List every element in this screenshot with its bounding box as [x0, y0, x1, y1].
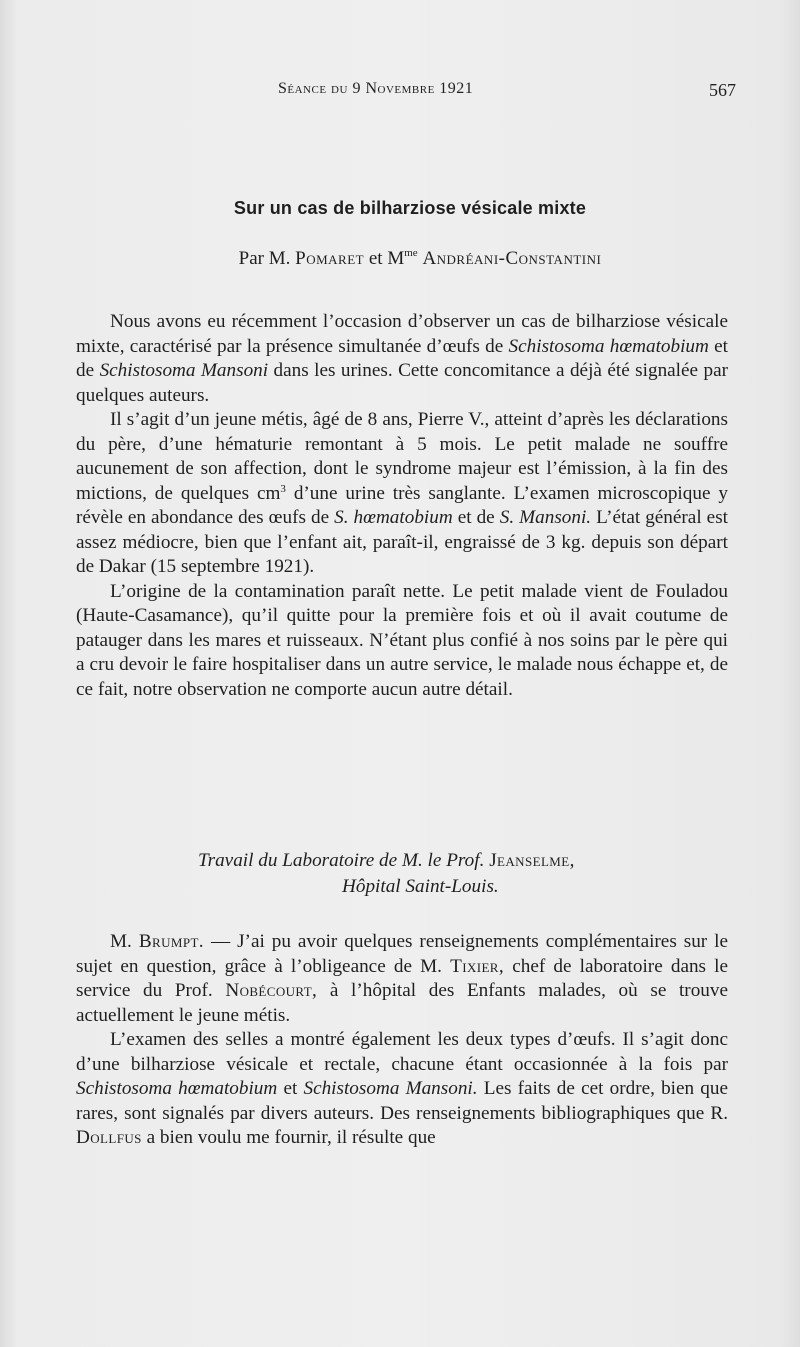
speaker-brumpt: Brumpt. [138, 931, 204, 952]
author-andreani-constantini: Andréani-Constantini [422, 248, 602, 269]
species-schistosoma-haematobium: Schistosoma hœmatobium [508, 335, 709, 357]
species-s-haematobium: S. hœmatobium [334, 507, 453, 528]
p5-text-b: et [277, 1078, 304, 1099]
author-pomaret: Pomaret [295, 248, 365, 269]
paragraph-1 [76, 310, 728, 408]
p1-text-b: et de [76, 335, 728, 381]
p2-superscript: 3 [280, 482, 286, 495]
p2-text-a: Il s’agit d’un jeune métis, âgé de 8 ans, Pierre V., atteint d’après les déclarations du père, d’une hématurie remontant à 5 mois. Le petit malade ne souffre aucunement de son affection, dont le syndrome majeur est l’émission, à la fin des mictions, de quelques cm [76, 409, 728, 504]
p5-text-a: L’examen des selles a montré également les deux types d’œufs. Il s’agit donc d’une bilharziose vésicale et rectale, chacune étant occasionnée à la fois par [76, 1029, 728, 1075]
p4-text-b: — J’ai pu avoir quelques renseignements complémentaires sur le sujet en question, grâce à l’obligeance de M. [76, 931, 728, 977]
name-nobecourt: Nobécourt, [225, 980, 318, 1001]
paragraph-4 [76, 930, 728, 1028]
running-head [78, 80, 738, 106]
p5-text-d: a bien voulu me fournir, il résulte que [141, 1127, 436, 1148]
running-title: Séance du 9 Novembre 1921 [278, 80, 474, 97]
p1-text-a: Nous avons eu récemment l’occasion d’observer un cas de bilharziose vésicale mixte, caractérisé par la présence simultanée d’œufs de [76, 311, 728, 357]
affiliation-line-1 [198, 848, 575, 873]
author2-title-sup: me [404, 247, 418, 259]
species-schistosoma-mansoni-2: Schistosoma Mansoni. [303, 1078, 478, 1099]
p2-text-b: d’une urine très sanglante. L’examen microscopique y révèle en abondance des œufs de [76, 482, 728, 528]
paragraph-2 [76, 408, 728, 580]
affiliation-line-2: Hôpital Saint-Louis. [342, 876, 499, 897]
article-body [76, 310, 728, 702]
p4-text-c: chef de laboratoire dans le service du Prof. [76, 955, 728, 1001]
name-dollfus: Dollfus [76, 1127, 142, 1148]
affiliation-professor: Jeanselme, [489, 850, 575, 871]
species-s-mansoni: S. Mansoni. [499, 507, 592, 528]
page-number: 567 [709, 80, 736, 100]
p4-text-a: M. [110, 931, 139, 952]
p2-text-d: L’état général est assez médiocre, bien que l’enfant ait, paraît-il, engraissé de 3 kg. depuis son départ de Dakar (15 septembre 1921). [76, 507, 728, 577]
author2-title: M [387, 248, 405, 269]
p1-text-c: dans les urines. Cette concomitance a déjà été signalée par quelques auteurs. [76, 360, 728, 406]
byline [0, 248, 800, 270]
p5-text-c: Les faits de cet ordre, bien que rares, sont signalés par divers auteurs. Des renseignements bibliographiques que R. [76, 1078, 729, 1124]
article-title: Sur un cas de bilharziose vésicale mixte [233, 198, 587, 218]
p2-text-c: et de [452, 507, 500, 528]
name-tixier: Tixier, [450, 955, 505, 977]
byline-and: et [368, 248, 383, 269]
p4-text-d: à l’hôpital des Enfants malades, où se trouve actuellement le jeune métis. [76, 980, 728, 1026]
paragraph-3: L’origine de la contamination paraît nette. Le petit malade vient de Fouladou (Haute-Casamance), qu’il quitte pour la première fois et où il avait coutume de patauger dans les mares et ruisseaux. N’étant plus confié à nos soins par le père qui a cru devoir le faire hospitaliser dans un autre service, le malade nous échappe et, de ce fait, notre observation ne comporte aucun autre détail. [76, 580, 728, 700]
species-schistosoma-mansoni: Schistosoma Mansoni [99, 360, 269, 381]
paragraph-5 [76, 1028, 728, 1151]
species-schistosoma-haematobium-2: Schistosoma hœmatobium [76, 1078, 278, 1099]
discussion-body [76, 930, 728, 1151]
affiliation-lab: Travail du Laboratoire de M. le Prof. [198, 850, 485, 871]
byline-prefix: Par M. [238, 248, 291, 269]
